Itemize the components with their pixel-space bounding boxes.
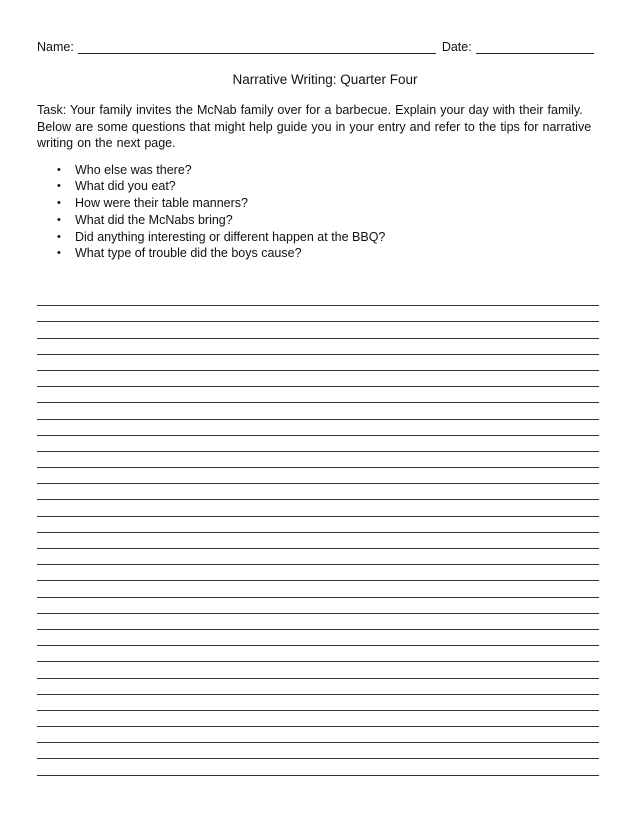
writing-line[interactable] [37,743,599,759]
writing-line[interactable] [37,533,599,549]
writing-line[interactable] [37,355,599,371]
name-label: Name: [37,40,74,54]
writing-line[interactable] [37,565,599,581]
list-item [37,178,599,195]
bullet-icon: • [57,230,61,243]
question-list [37,162,599,263]
writing-line[interactable] [37,549,599,565]
writing-area[interactable] [37,290,599,776]
writing-line[interactable] [37,290,599,306]
writing-line[interactable] [37,695,599,711]
writing-line[interactable] [37,452,599,468]
question-text: What did you eat? [75,179,176,194]
writing-line[interactable] [37,436,599,452]
writing-line[interactable] [37,662,599,678]
writing-line[interactable] [37,306,599,322]
question-text: What type of trouble did the boys cause? [75,246,302,261]
bullet-icon: • [57,213,61,226]
writing-line[interactable] [37,679,599,695]
writing-line[interactable] [37,339,599,355]
writing-line[interactable] [37,581,599,597]
bullet-icon: • [57,247,61,260]
writing-line[interactable] [37,517,599,533]
page-title: Narrative Writing: Quarter Four [232,72,418,87]
list-item [37,229,599,246]
header-row [37,36,599,54]
writing-line[interactable] [37,759,599,775]
writing-line[interactable] [37,711,599,727]
writing-line[interactable] [37,468,599,484]
writing-line[interactable] [37,500,599,516]
task-instructions: Task: Your family invites the McNab family over for a barbecue. Explain your day with their family. Below are some questions that might help guide you in your entry and refer to the tips for narrative writing on the next page. [37,103,592,150]
writing-line[interactable] [37,420,599,436]
question-text: Who else was there? [75,162,192,177]
writing-line[interactable] [37,322,599,338]
bullet-icon: • [57,197,61,210]
date-blank[interactable] [476,40,594,54]
question-text: How were their table manners? [75,196,248,211]
list-item [37,212,599,229]
writing-line[interactable] [37,371,599,387]
list-item [37,195,599,212]
writing-line[interactable] [37,484,599,500]
bullet-icon: • [57,163,61,176]
writing-line[interactable] [37,630,599,646]
writing-line[interactable] [37,387,599,403]
date-label: Date: [441,40,472,54]
writing-line[interactable] [37,646,599,662]
writing-line[interactable] [37,614,599,630]
worksheet-page [37,36,599,262]
question-text: Did anything interesting or different happen at the BBQ? [75,229,386,244]
list-item [37,245,599,262]
list-item [37,162,599,179]
writing-line[interactable] [37,727,599,743]
name-blank[interactable] [78,40,436,54]
writing-line[interactable] [37,598,599,614]
question-text: What did the McNabs bring? [75,212,233,227]
bullet-icon: • [57,180,61,193]
writing-line[interactable] [37,403,599,419]
